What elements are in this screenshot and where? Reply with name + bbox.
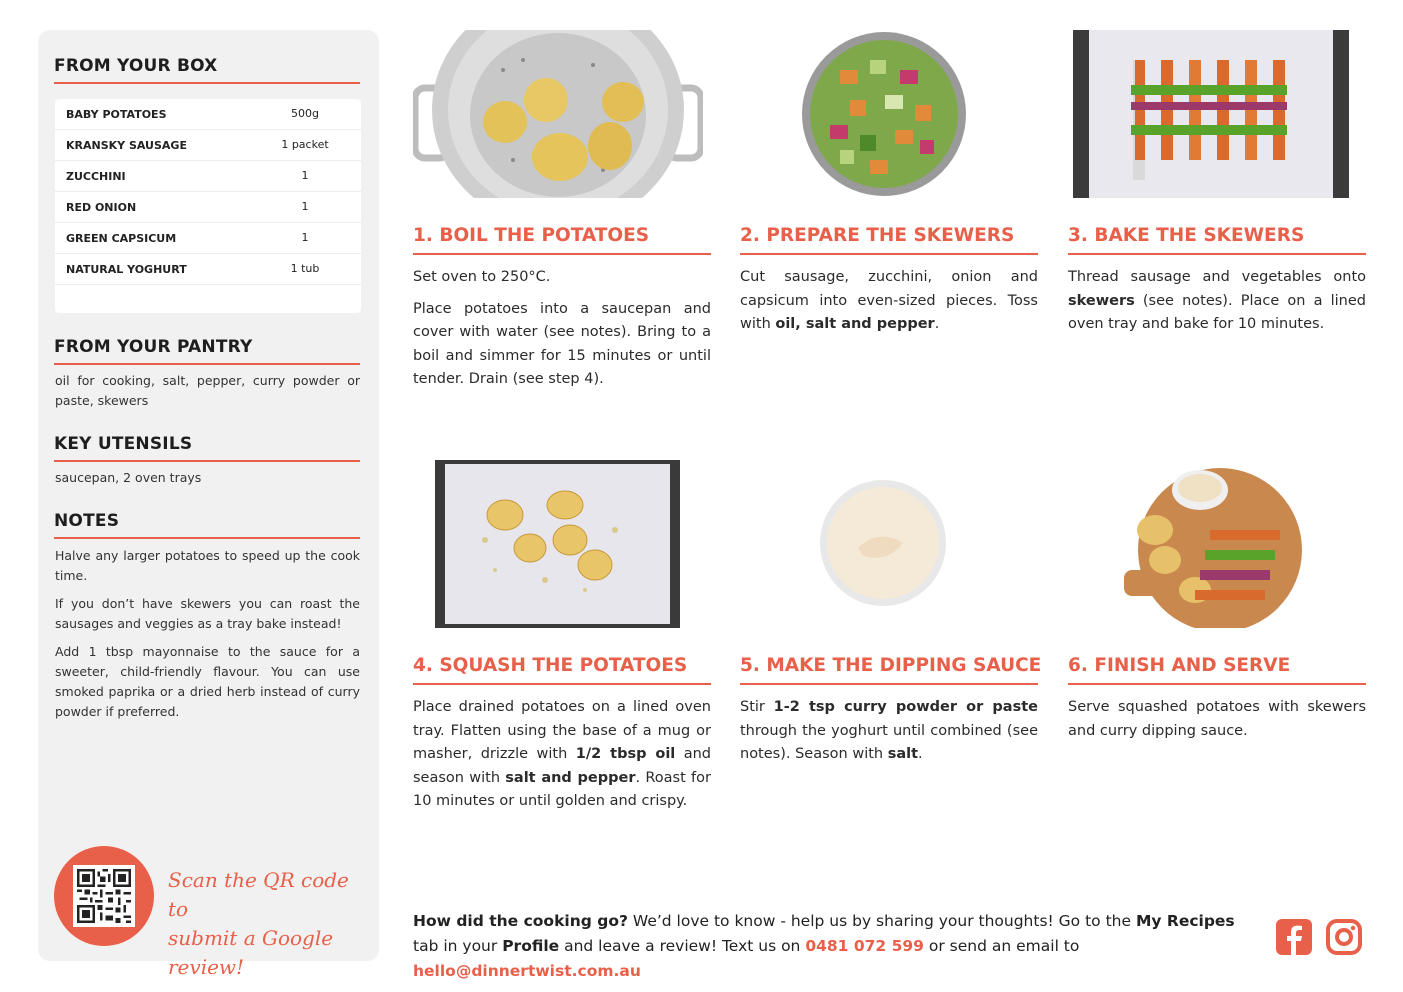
footer-text: We’d love to know - help us by sharing your thoughts! Go to the xyxy=(627,912,1136,930)
ingredient-qty: 1 xyxy=(301,231,309,244)
ingredient-qty: 1 xyxy=(301,200,309,213)
step-3-body xyxy=(1068,266,1366,337)
ingredient-row xyxy=(55,192,361,223)
ingredient-qty: 1 packet xyxy=(281,138,329,151)
step-text: through the yoghurt until combined (see notes). Season with xyxy=(740,722,1038,762)
ingredient-name: NATURAL YOGHURT xyxy=(66,263,187,276)
step-text: Cut sausage, zucchini, onion and capsicum into even-sized pieces. Toss with xyxy=(740,269,1038,332)
instagram-icon[interactable] xyxy=(1325,918,1363,956)
step-4-title: 4. SQUASH THE POTATOES xyxy=(413,655,688,676)
note-item: Halve any larger potatoes to speed up the cook time. xyxy=(55,548,360,583)
ingredient-qty: 500g xyxy=(291,107,319,120)
phone-link[interactable]: 0481 072 599 xyxy=(805,937,924,955)
step-text: and season with xyxy=(413,746,712,786)
footer-text: or send an email to xyxy=(923,937,1080,955)
raw-skewers-tray-photo xyxy=(1073,30,1349,198)
ingredient-qty: 1 tub xyxy=(290,262,320,275)
ingredient-name: GREEN CAPSICUM xyxy=(66,232,177,245)
step-rule xyxy=(1068,683,1366,685)
qr-promo-text xyxy=(168,866,368,982)
ingredient-row xyxy=(55,254,361,285)
note-item: Add 1 tbsp mayonnaise to the sauce for a sweeter, child-friendly flavour. You can use smoked paprika or a dried herb instead of curry powder if preferred. xyxy=(55,644,360,719)
step-text: Stir xyxy=(740,699,774,715)
qr-code-icon[interactable] xyxy=(73,865,135,927)
ingredient-name: BABY POTATOES xyxy=(66,108,167,121)
skewer-ingredients-bowl-photo xyxy=(800,30,970,198)
step-bold-text: 1/2 tbsp oil xyxy=(575,746,676,762)
ingredient-qty: 1 xyxy=(301,169,309,182)
ingredient-row xyxy=(55,130,361,161)
ingredient-name: ZUCCHINI xyxy=(66,170,126,183)
step-paragraph: Set oven to 250°C. xyxy=(413,269,551,285)
qr-promo-line: submit a Google review! xyxy=(168,926,334,979)
footer-bold-text: Profile xyxy=(502,937,560,955)
step-text: Thread sausage and vegetables onto xyxy=(1068,269,1366,285)
squashed-potatoes-tray-photo xyxy=(435,460,680,628)
ingredient-row xyxy=(55,161,361,192)
step-bold-text: salt and pepper xyxy=(505,769,636,786)
from-your-pantry-title: FROM YOUR PANTRY xyxy=(54,337,253,357)
step-text: . Roast for 10 minutes or until golden and crispy. xyxy=(413,769,711,809)
title-rule xyxy=(54,363,360,365)
step-bold-text: skewers xyxy=(1068,292,1135,309)
footer-bold-text: My Recipes xyxy=(1135,912,1235,930)
title-rule xyxy=(54,82,360,84)
step-4-body xyxy=(413,696,711,814)
ingredient-name: RED ONION xyxy=(66,201,137,214)
step-bold-text: oil, salt and pepper xyxy=(775,316,935,332)
footer-question: How did the cooking go? xyxy=(413,912,628,930)
step-text: . xyxy=(934,316,940,332)
from-your-box-title: FROM YOUR BOX xyxy=(54,56,218,76)
step-3-title: 3. BAKE THE SKEWERS xyxy=(1068,225,1305,246)
qr-badge xyxy=(54,846,154,946)
facebook-icon[interactable] xyxy=(1275,918,1313,956)
ingredients-table xyxy=(55,99,361,313)
step-rule xyxy=(740,253,1038,255)
step-text: . xyxy=(918,746,923,762)
step-5-title: 5. MAKE THE DIPPING SAUCE xyxy=(740,655,1042,676)
step-rule xyxy=(413,253,711,255)
step-2-title: 2. PREPARE THE SKEWERS xyxy=(740,225,1015,246)
sidebar xyxy=(38,30,379,979)
review-footer xyxy=(413,909,1263,984)
step-paragraph: Place potatoes into a saucepan and cover with water (see notes). Bring to a boil and simmer for 15 minutes or until tender. Drain (see step 4). xyxy=(413,300,711,387)
ingredient-row xyxy=(55,223,361,254)
step-6-title: 6. FINISH AND SERVE xyxy=(1068,655,1291,676)
email-link[interactable]: hello@dinnertwist.com.au xyxy=(413,962,641,980)
step-rule xyxy=(1068,253,1366,255)
title-rule xyxy=(54,460,360,462)
ingredient-row xyxy=(55,99,361,130)
note-item: If you don’t have skewers you can roast the sausages and veggies as a tray bake instead! xyxy=(55,596,360,631)
step-bold-text: salt xyxy=(887,746,919,762)
step-5-body xyxy=(740,696,1038,767)
curry-yoghurt-sauce-photo xyxy=(818,478,948,608)
step-text: Serve squashed potatoes with skewers and curry dipping sauce. xyxy=(1068,699,1366,739)
step-6-body xyxy=(1068,696,1366,743)
step-rule xyxy=(413,683,711,685)
step-2-body xyxy=(740,266,1038,337)
pantry-text: oil for cooking, salt, pepper, curry powder or paste, skewers xyxy=(55,373,360,408)
footer-text: tab in your xyxy=(413,937,503,955)
key-utensils-title: KEY UTENSILS xyxy=(54,434,193,454)
step-rule xyxy=(740,683,1038,685)
step-text: (see notes). Place on a lined oven tray and bake for 10 minutes. xyxy=(1068,292,1366,332)
title-rule xyxy=(54,537,360,539)
ingredient-name: KRANSKY SAUSAGE xyxy=(66,139,187,152)
qr-promo-line: Scan the QR code to xyxy=(168,868,349,921)
step-text: Place drained potatoes on a lined oven tray. Flatten using the base of a mug or masher, drizzle with xyxy=(413,699,711,762)
step-1-body xyxy=(413,266,711,400)
utensils-text: saucepan, 2 oven trays xyxy=(55,470,202,485)
notes-title: NOTES xyxy=(54,511,120,531)
step-1-title: 1. BOIL THE POTATOES xyxy=(413,225,650,246)
colander-potatoes-photo xyxy=(413,30,703,198)
footer-text: and leave a review! Text us on xyxy=(559,937,806,955)
step-bold-text: 1-2 tsp curry powder or paste xyxy=(773,699,1038,715)
serving-board-photo xyxy=(1110,460,1306,628)
